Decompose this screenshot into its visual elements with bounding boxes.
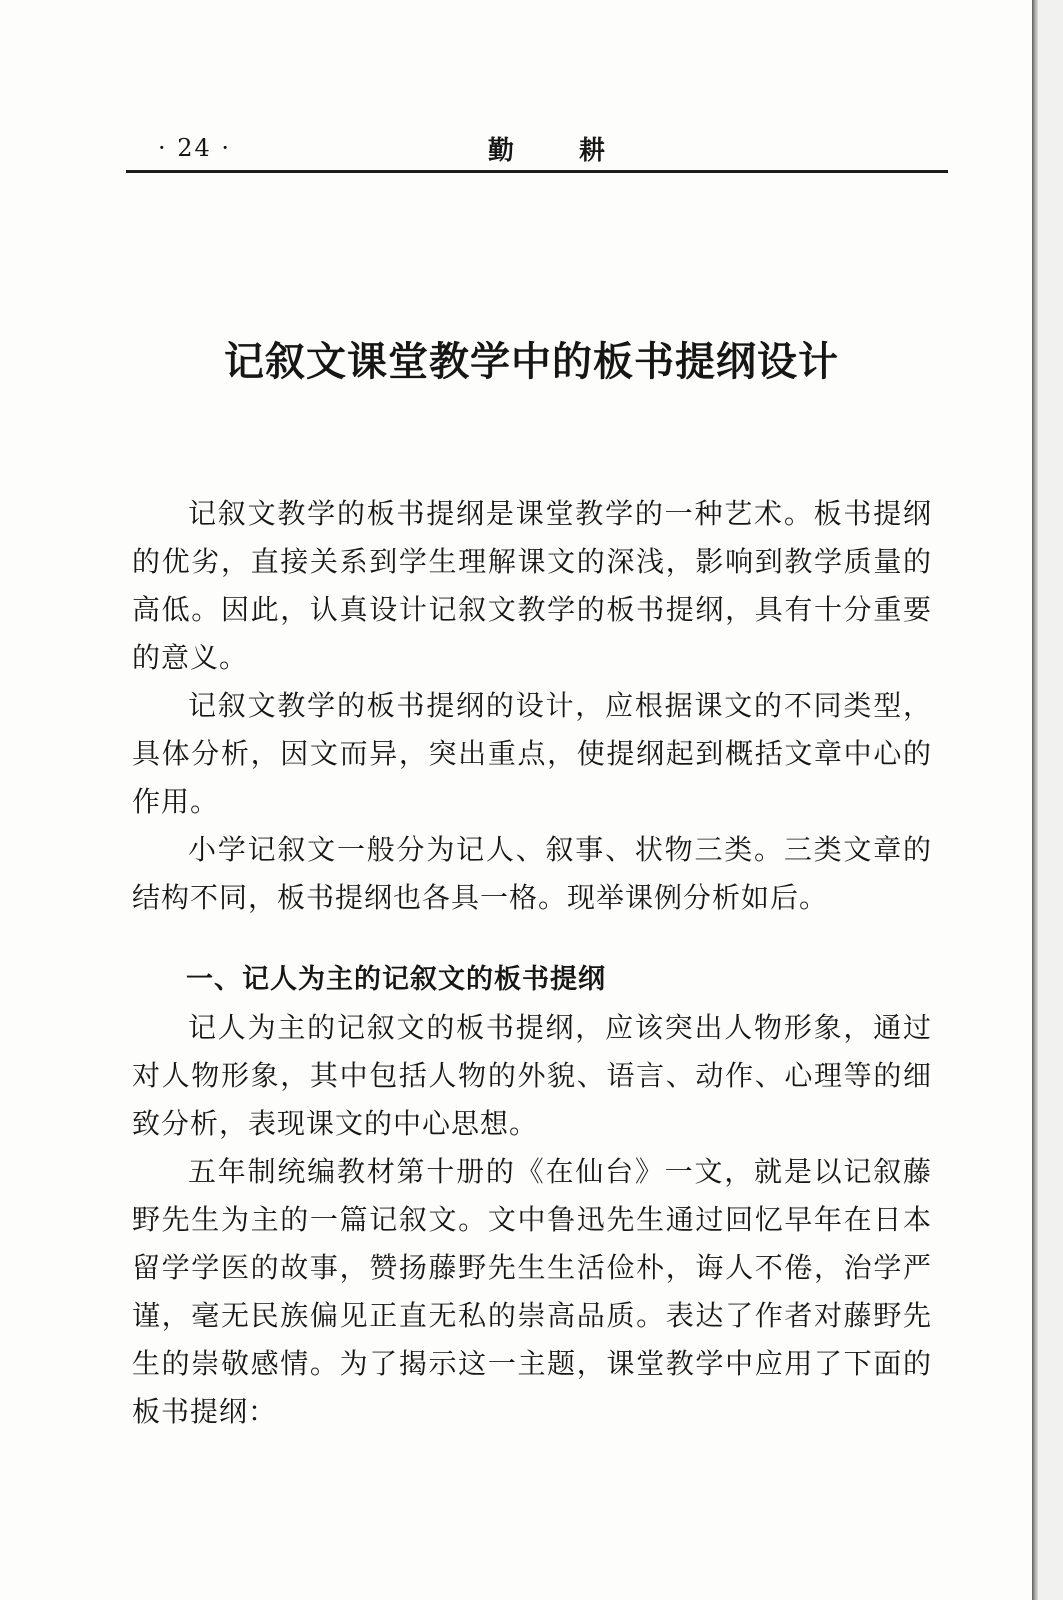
- paragraph: 记叙文教学的板书提纲是课堂教学的一种艺术。板书提纲的优劣，直接关系到学生理解课文的深浅，影响到教学质量的高低。因此，认真设计记叙文教学的板书提纲，具有十分重要的意义。: [132, 497, 932, 674]
- paragraph: 记人为主的记叙文的板书提纲，应该突出人物形象，通过对人物形象，其中包括人物的外貌、语言、动作、心理等的细致分析，表现课文的中心思想。: [132, 1011, 932, 1140]
- page-number: · 24 ·: [158, 134, 232, 162]
- article-body: [132, 490, 932, 1436]
- paragraph: 小学记叙文一般分为记人、叙事、状物三类。三类文章的结构不同，板书提纲也各具一格。现举课例分析如后。: [132, 833, 932, 914]
- running-header: [128, 128, 946, 168]
- section-heading: 一、记人为主的记叙文的板书提纲: [186, 964, 606, 995]
- header-rule: [126, 170, 948, 173]
- paragraph: 五年制统编教材第十册的《在仙台》一文，就是以记叙藤野先生为主的一篇记叙文。文中鲁迅先生通过回忆早年在日本留学学医的故事，赞扬藤野先生生活俭朴，诲人不倦，治学严谨，毫无民族偏见正直无私的崇高品质。表达了作者对藤野先生的崇敬感情。为了揭示这一主题，课堂教学中应用了下面的板书提纲：: [132, 1155, 932, 1428]
- page-margin-strip: [1038, 0, 1063, 1600]
- page-edge-shadow: [1032, 0, 1038, 1600]
- article-title: 记叙文课堂教学中的板书提纲设计: [224, 339, 839, 385]
- journal-name: 勤 耕: [488, 136, 634, 166]
- paragraph: 记叙文教学的板书提纲的设计，应根据课文的不同类型，具体分析，因文而异，突出重点，使提纲起到概括文章中心的作用。: [132, 689, 932, 818]
